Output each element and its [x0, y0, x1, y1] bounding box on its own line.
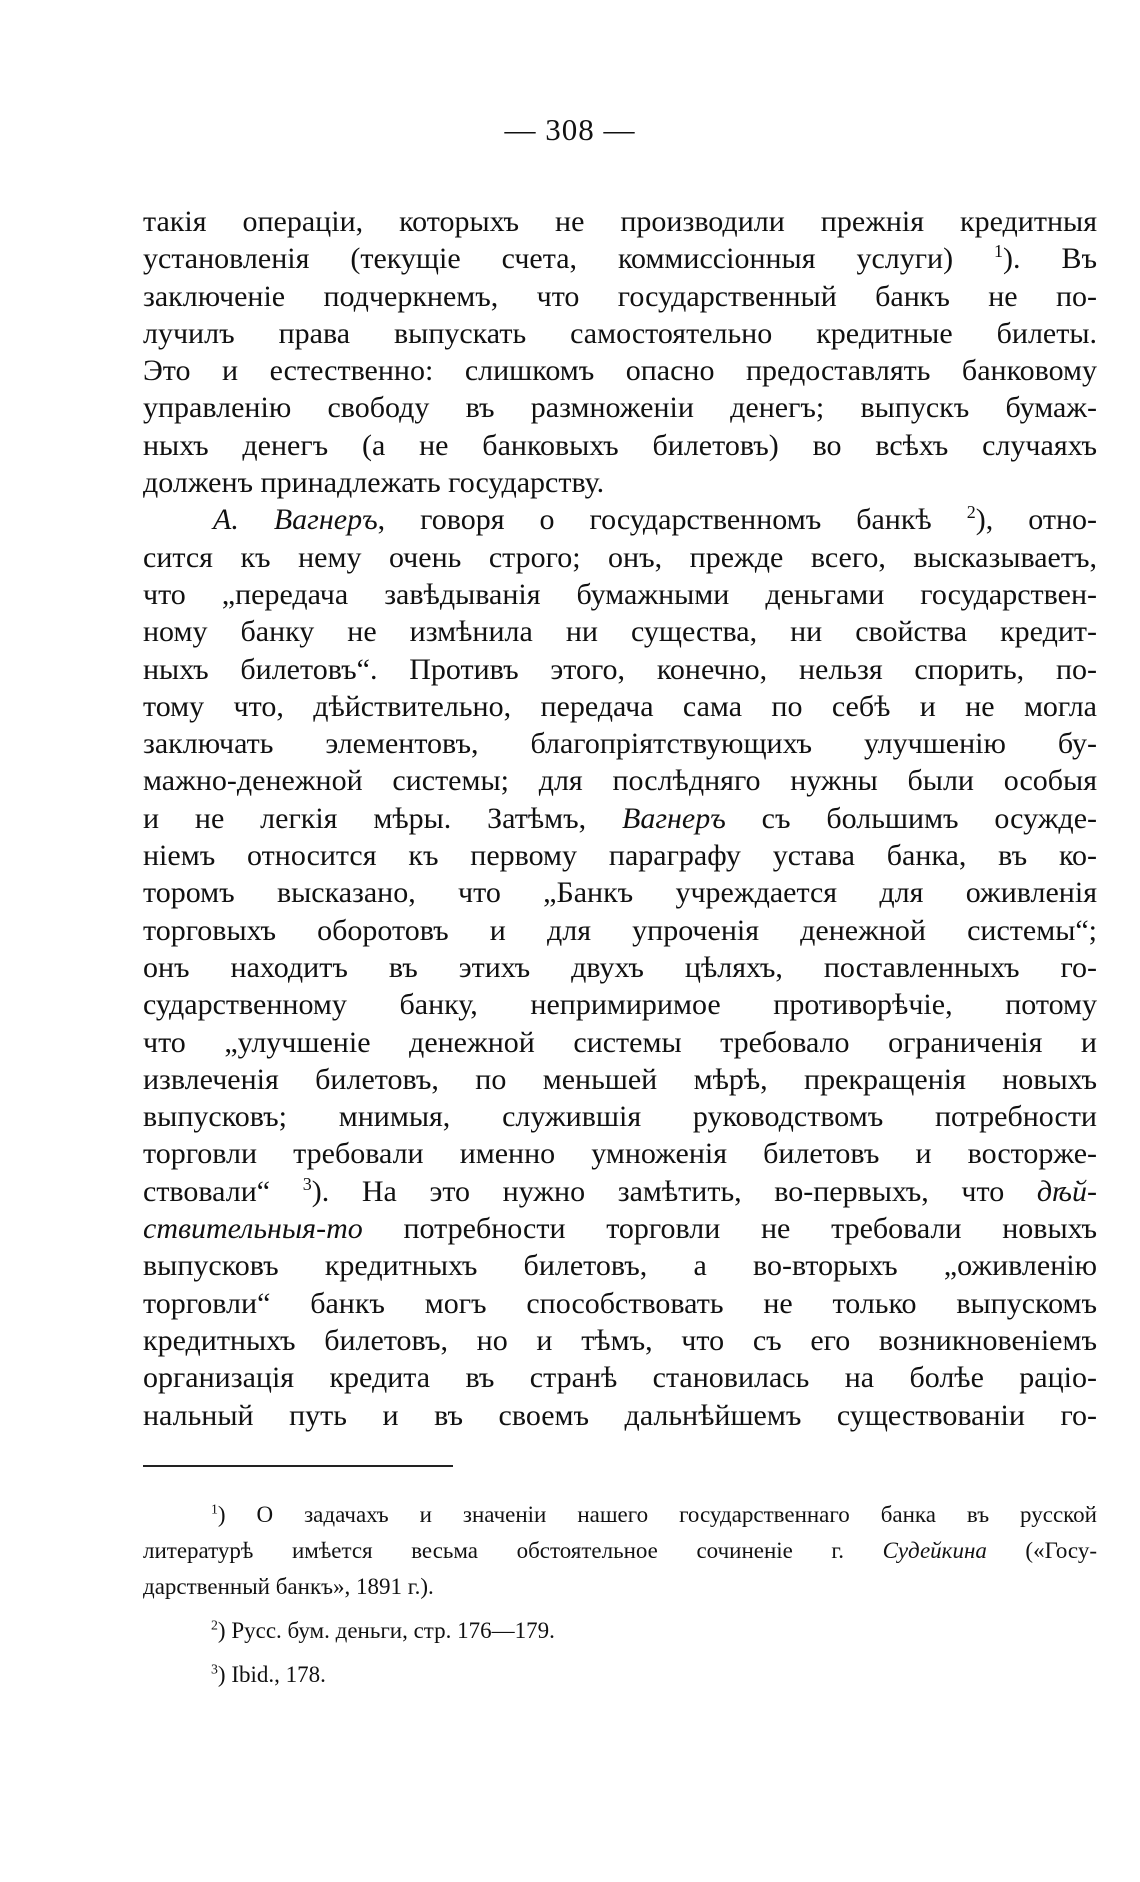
text-line: организація кредита въ странѣ становилась на болѣе раціо- [143, 1361, 1097, 1395]
page-number: — 308 — [504, 112, 636, 147]
text-line: извлеченія билетовъ, по меньшей мѣрѣ, прекращенія новыхъ [143, 1062, 1097, 1096]
footnotes [143, 1497, 1097, 1693]
text-line: торговыхъ оборотовъ и для упроченія денежной системы“; [143, 913, 1097, 947]
text-line: тому что, дѣйствительно, передача сама по себѣ и не могла [143, 689, 1097, 723]
footnote-1: $^1$) О задачахъ и значеніи нашего государственнаго банка въ русской [211, 1501, 1097, 1527]
emphasis: ствительныя-то [143, 1212, 363, 1246]
text-line: сится къ нему очень строго; онъ, прежде всего, высказываетъ, [143, 540, 1097, 574]
text-line: ныхъ денегъ (а не банковыхъ билетовъ) во всѣхъ случаяхъ [143, 428, 1097, 462]
text-line: выпусковъ кредитныхъ билетовъ, а во-вторыхъ „оживленію [143, 1249, 1097, 1283]
footnote-1-cont: литературѣ имѣется весьма обстоятельное сочиненіе г. Судейкина («Госу- [143, 1538, 1097, 1563]
text-line: А. Вагнеръ, говоря о государственномъ банкѣ $^2$), отно- [213, 502, 1098, 537]
text-line: мажно-денежной системы; для послѣдняго нужны были особыя [143, 764, 1097, 798]
footnote-2: $^2$) Русс. бум. деньги, стр. 176—179. [211, 1617, 555, 1643]
text-line: установленія (текущіе счета, коммиссіонныя услуги) $^1$). Въ [143, 241, 1098, 276]
footnote-ref-3: 3 [302, 1173, 312, 1194]
text-line: лучилъ права выпускать самостоятельно кредитные билеты. [143, 316, 1097, 350]
text-line: заключеніе подчеркнемъ, что государственный банкъ не по- [143, 279, 1097, 313]
text-line: что „передача завѣдыванія бумажными деньгами государствен- [143, 577, 1097, 611]
author-name: Вагнеръ [622, 801, 726, 835]
emphasis: дѣй- [1036, 1174, 1098, 1208]
text-line: сударственному банку, непримиримое противорѣчіе, потому [143, 988, 1097, 1022]
text-line: и не легкія мѣры. Затѣмъ, Вагнеръ съ большимъ осужде- [143, 801, 1098, 835]
text-line: нальный путь и въ своемъ дальнѣйшемъ существованіи го- [143, 1398, 1097, 1432]
footnote-1-cont: дарственный банкъ», 1891 г.). [143, 1574, 434, 1599]
main-text [143, 203, 1097, 1434]
text-line: торомъ высказано, что „Банкъ учреждается для оживленія [143, 876, 1097, 910]
footnote-ref-2: 2 [966, 502, 976, 523]
text-line: торговли“ банкъ могъ способствовать не только выпускомъ [143, 1286, 1097, 1320]
footnote-ref-1: 1 [994, 241, 1004, 262]
text-line: торговли требовали именно умноженія билетовъ и восторже- [143, 1137, 1097, 1171]
text-line: долженъ принадлежать государству. [143, 466, 605, 500]
footnote-3: $^3$) Ibid., 178. [211, 1661, 326, 1687]
text-line: ніемъ относится къ первому параграфу устава банка, въ ко- [143, 839, 1097, 873]
text-line: онъ находитъ въ этихъ двухъ цѣляхъ, поставленныхъ го- [143, 950, 1097, 984]
text-line: что „улучшеніе денежной системы требовало ограниченія и [143, 1025, 1097, 1059]
text-line: ствовали“ $^3$). На это нужно замѣтить, во-первыхъ, что дѣй- [143, 1173, 1098, 1208]
footnote-separator [143, 1465, 453, 1467]
author-name: А. Вагнеръ [213, 503, 378, 537]
text-line: выпусковъ; мнимыя, служившія руководствомъ потребности [143, 1100, 1097, 1134]
text-line: кредитныхъ билетовъ, но и тѣмъ, что съ его возникновеніемъ [143, 1323, 1097, 1357]
text-line: ному банку не измѣнила ни существа, ни свойства кредит- [143, 615, 1097, 649]
text-line: заключать элементовъ, благопріятствующихъ улучшенію бу- [143, 727, 1097, 761]
text-line: ствительныя-то потребности торговли не требовали новыхъ [143, 1212, 1097, 1246]
text-line: такія операціи, которыхъ не производили прежнія кредитныя [143, 205, 1097, 238]
text-line: ныхъ билетовъ“. Противъ этого, конечно, нельзя спорить, по- [143, 652, 1097, 686]
text-line: управленію свободу въ размноженіи денегъ; выпускъ бумаж- [143, 391, 1097, 425]
text-line: Это и естественно: слишкомъ опасно предоставлять банковому [143, 354, 1097, 388]
